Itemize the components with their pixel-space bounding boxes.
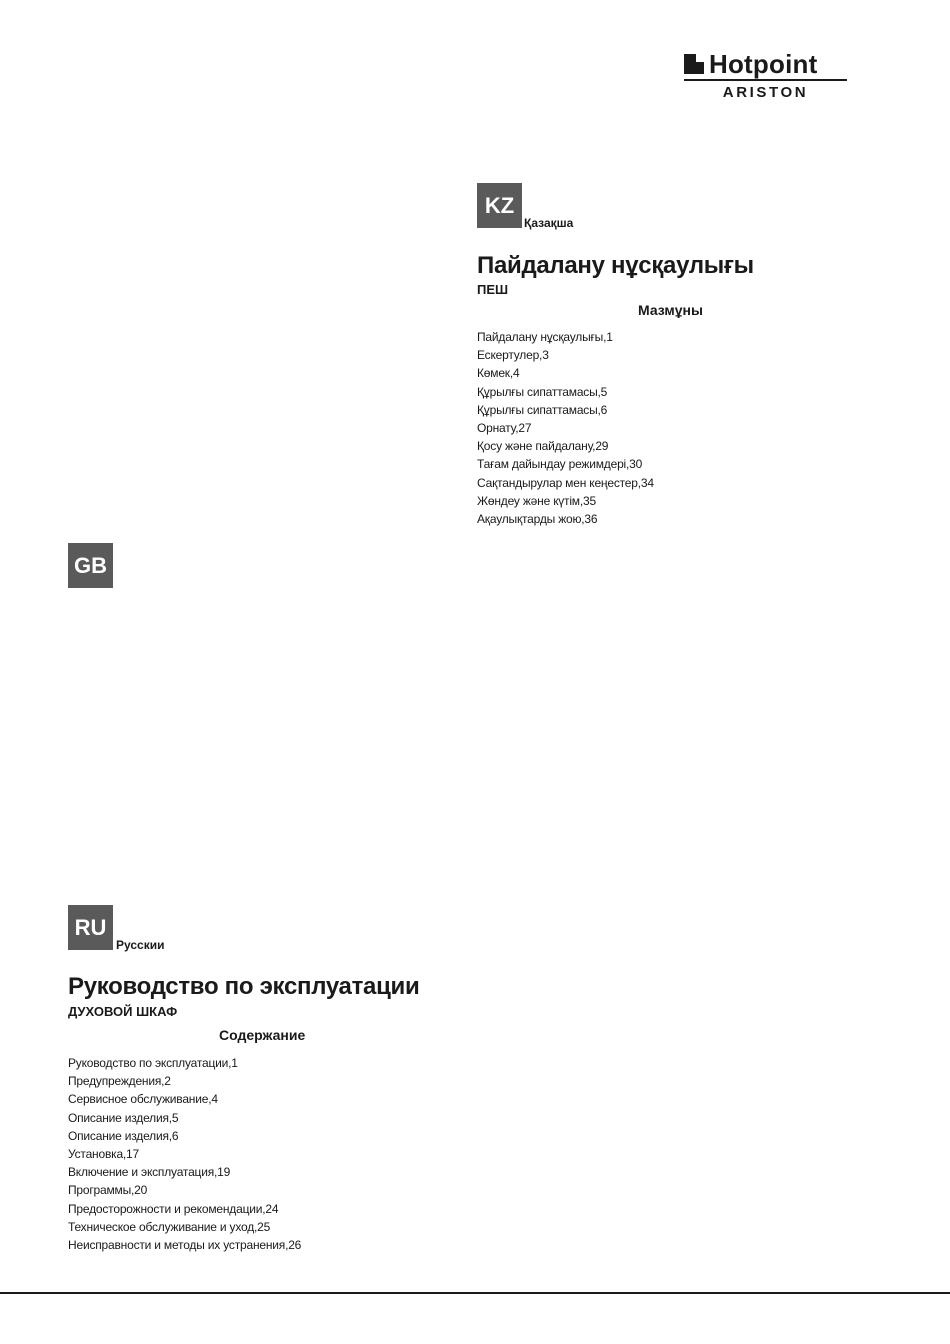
footer-rule <box>0 1292 950 1294</box>
ru-language-label: Русскии <box>116 938 165 952</box>
kz-contents-item[interactable]: Орнату,27 <box>477 421 532 436</box>
kz-contents-item[interactable]: Құрылғы сипаттамасы,5 <box>477 384 608 399</box>
ru-language-badge: RU <box>68 905 113 950</box>
logo-hotpoint: Hotpoint <box>709 49 818 79</box>
kz-contents-item[interactable]: Көмек,4 <box>477 366 520 381</box>
gb-language-badge: GB <box>68 543 113 588</box>
kz-contents-item[interactable]: Жөндеу және күтім,35 <box>477 493 596 508</box>
kz-title: Пайдалану нұсқаулығы <box>477 252 754 279</box>
kz-contents-item[interactable]: Қосу және пайдалану,29 <box>477 439 609 454</box>
logo-row <box>684 49 847 79</box>
ru-contents-item[interactable]: Техническое обслуживание и уход,25 <box>68 1219 271 1234</box>
kz-language-label: Қазақша <box>524 216 574 230</box>
kz-contents-item[interactable]: Тағам дайындау режимдері,30 <box>477 457 643 472</box>
logo-ariston: ARISTON <box>722 84 809 101</box>
kz-contents-item[interactable]: Пайдалану нұсқаулығы,1 <box>477 330 613 344</box>
ru-contents-item[interactable]: Сервисное обслуживание,4 <box>68 1092 218 1107</box>
logo-square-icon <box>684 54 704 74</box>
ru-contents-heading: Содержание <box>219 1027 306 1043</box>
ru-contents-list <box>68 1054 301 1254</box>
logo-rule <box>684 79 847 81</box>
kz-contents-item[interactable]: Құрылғы сипаттамасы,6 <box>477 402 608 417</box>
ru-contents-item[interactable]: Описание изделия,5 <box>68 1110 179 1125</box>
ru-contents-item[interactable]: Описание изделия,6 <box>68 1128 179 1143</box>
ru-subtitle: ДУХОВОЙ ШКАФ <box>68 1004 178 1019</box>
ru-contents-item[interactable]: Неисправности и методы их устранения,26 <box>68 1238 302 1253</box>
ru-title: Руководство по эксплуатации <box>68 973 420 1000</box>
ru-contents-item[interactable]: Программы,20 <box>68 1183 148 1198</box>
ru-contents-item[interactable]: Установка,17 <box>68 1147 140 1162</box>
ru-contents-item[interactable]: Предупреждения,2 <box>68 1074 171 1089</box>
kz-subtitle: ПЕШ <box>477 282 509 297</box>
kz-contents-item[interactable]: Ескертулер,3 <box>477 348 549 363</box>
ru-contents-item[interactable]: Руководство по эксплуатации,1 <box>68 1056 238 1070</box>
ru-contents-item[interactable]: Включение и эксплуатация,19 <box>68 1165 231 1180</box>
kz-contents-heading: Мазмұны <box>638 302 703 318</box>
brand-logo <box>684 49 847 106</box>
kz-contents-item[interactable]: Сақтандырулар мен кеңестер,34 <box>477 475 654 490</box>
kz-language-badge: KZ <box>477 183 522 228</box>
kz-contents-list <box>477 328 654 528</box>
ru-contents-item[interactable]: Предосторожности и рекомендации,24 <box>68 1201 279 1216</box>
kz-contents-item[interactable]: Ақаулықтарды жою,36 <box>477 512 598 527</box>
